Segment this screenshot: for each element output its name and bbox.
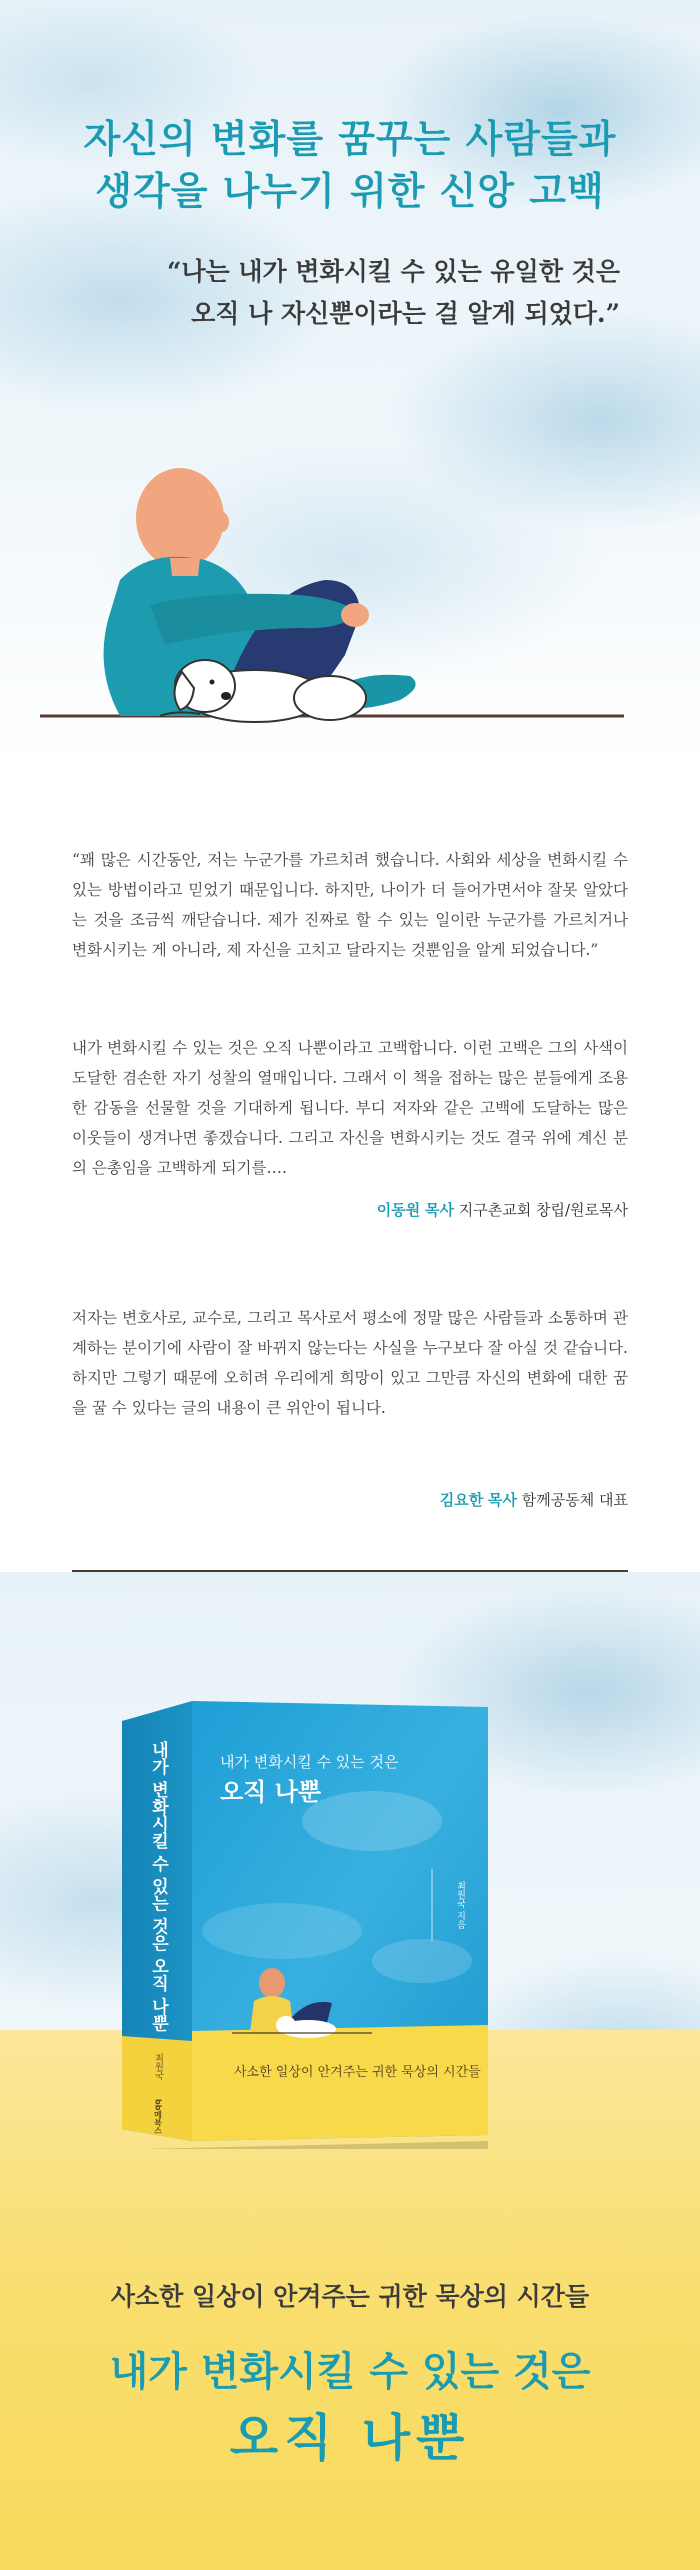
intro-paragraph: “꽤 많은 시간동안, 저는 누군가를 가르치려 했습니다. 사회와 세상을 변화시킬 수 있는 방법이라고 믿었기 때문입니다. 하지만, 나이가 더 들어가면서야 잘못 알았다는 것을 조금씩 깨닫습니다. 제가 진짜로 할 수 있는 일이란 누군가를 가르치거나 변화시키는 게 아니라, 제 자신을 고치고 달라지는 것뿐임을 알게 되었습니다.” (72, 851, 628, 959)
closing-title-line2: 오직 나뿐 (229, 2409, 471, 2467)
recommendation-2-signature (440, 1489, 628, 1510)
dog-body-rear (294, 676, 366, 720)
book-cover-line2: 오직 나뿐 (220, 1778, 322, 1806)
book-cover-image (122, 1701, 488, 2149)
book-spine-publisher: bb메북스 (153, 2099, 163, 2135)
book-cover-author: 최원국 지음 (455, 1881, 465, 1929)
recommendations-section (0, 770, 700, 1550)
book-cover-line1: 내가 변화시킬 수 있는 것은 (220, 1753, 399, 1771)
man-head (136, 468, 224, 568)
closing-title-line1: 내가 변화시킬 수 있는 것은 (109, 2349, 591, 2395)
book-section (0, 1572, 700, 2570)
recommendation-1-signature (377, 1199, 628, 1220)
hero-quote-line1: “나는 내가 변화시킬 수 있는 유일한 것은 (166, 257, 620, 286)
book-spine-title: 내가 변화시킬 수 있는 것은 오직 나뿐 (148, 1741, 168, 2032)
recommendation-2-text: 저자는 변호사로, 교수로, 그리고 목사로서 평소에 정말 많은 사람들과 소통하며 관계하는 분이기에 사람이 잘 바뀌지 않는다는 사실을 누구보다 잘 아실 것 같습니다. 하지만 그렇기 때문에 오히려 우리에게 희망이 있고 그만큼 자신의 변화에 대한 꿈을 꿀 수 있다는 글의 내용이 큰 위안이 됩니다. (72, 1309, 628, 1417)
dog-nose (221, 692, 231, 700)
sitting-man-with-dog-illustration (0, 430, 700, 770)
recommender-1-affiliation: 지구촌교회 창립/원로목사 (458, 1201, 628, 1219)
hero-title-line1: 자신의 변화를 꿈꾸는 사람들과 (83, 117, 617, 161)
hero-quote-line2: 오직 나 자신뿐이라는 걸 알게 되었다.” (191, 299, 620, 328)
book-spine-author: 최원국 (153, 2053, 163, 2080)
recommender-1-title: 목사 (425, 1201, 454, 1219)
book-cover-subtitle: 사소한 일상이 안겨주는 귀한 묵상의 시간들 (234, 2065, 481, 2080)
recommender-1-name: 이동원 (376, 1201, 421, 1219)
recommender-2-affiliation: 함께공동체 대표 (521, 1491, 628, 1509)
closing-subtitle: 사소한 일상이 안겨주는 귀한 묵상의 시간들 (110, 2282, 590, 2311)
recommender-2-name: 김요한 (439, 1491, 484, 1509)
hero-title-line2: 생각을 나누기 위한 신앙 고백 (95, 169, 605, 213)
hero-section (0, 0, 700, 770)
recommendation-1-text: 내가 변화시킬 수 있는 것은 오직 나뿐이라고 고백합니다. 이런 고백은 그의 사색이 도달한 겸손한 자기 성찰의 열매입니다. 그래서 이 책을 접하는 많은 분들에게 조용한 감동을 선물할 것을 기대하게 됩니다. 부디 저자와 같은 고백에 도달하는 많은 이웃들이 생겨나면 좋겠습니다. 그리고 자신을 변화시키는 것도 결국 위에 계신 분의 은총임을 고백하게 되기를…. (72, 1039, 628, 1177)
book-front-yellow (192, 2025, 488, 2141)
recommender-2-title: 목사 (488, 1491, 518, 1509)
man-hand (341, 603, 369, 627)
